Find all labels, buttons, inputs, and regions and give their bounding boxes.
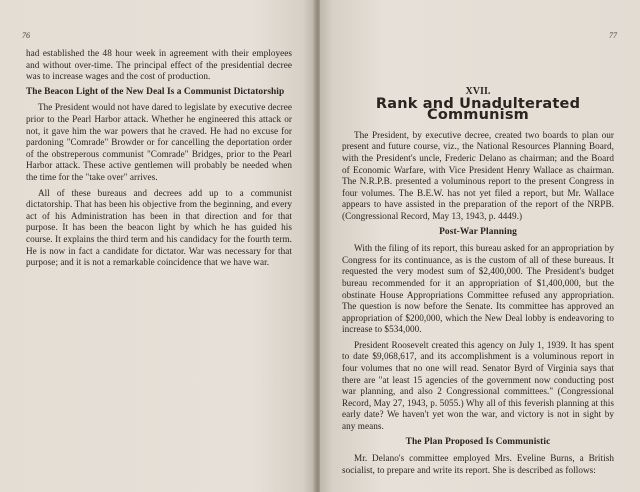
right-section2-paragraph: Mr. Delano's committee employed Mrs. Eveline Burns, a British socialist, to prepare and write its report. She is described as follows: bbox=[342, 453, 614, 475]
right-page bbox=[320, 0, 640, 492]
post-war-planning-heading: Post-War Planning bbox=[439, 226, 517, 237]
left-opening-paragraph: had established the 48 hour week in agreement with their employees and without over-time. The principal effect of the presidential decree was to increase wages and the cost of production. bbox=[26, 48, 292, 82]
right-section1-paragraph-1: With the filing of its report, this bureau asked for an appropriation by Congress for its continuance, as is the custom of all of these bureaus. It requested the very modest sum of $2,400,000. The President's budget bureau recommended for it an appropriation of $1,400,000, but the obstinate House Appropriations Committee refused any appropriation. The question is now before the Senate. Its committee has approved an appropriation of $200,000, which the New Deal lobby is endeavoring to increase to $534,000. bbox=[342, 243, 614, 335]
right-section1-paragraph-2: President Roosevelt created this agency on July 1, 1939. It has spent to date $9,068,617, and its accomplishment is a voluminous report in four volumes that no one will read. Senator Byrd of Virginia says that there are "at least 15 agencies of the government now conducting post war planning, and also 2 Congressional committees." (Congressional Record, May 27, 1943, p. 5055.) Why all of this feverish planning at this early date? We haven't yet won the war, and victory is not in sight by any means. bbox=[342, 339, 614, 432]
plan-communistic-heading: The Plan Proposed Is Communistic bbox=[405, 436, 551, 447]
right-page-body bbox=[342, 86, 614, 480]
right-intro-paragraph: The President, by executive decree, created two boards to plan our present and future course, viz., the National Resources Planning Board, with the President's uncle, Frederic Delano as chairman; and the Board of Economic Warfare, with Vice President Henry Wallace as chairman. The N.R.P.B. presented a voluminous report to the present Congress in four volumes. The B.E.W. has not yet filed a report, but Mr. Wallace appears to have assisted in the preparation of the report of the NRPB. (Congressional Record, May 13, 1943, p. 4449.) bbox=[342, 129, 614, 221]
left-page-body bbox=[26, 48, 292, 273]
chapter-number: XVII. bbox=[465, 86, 491, 97]
left-paragraph-2: All of these bureaus and decrees add up to a communist dictatorship. That has been his objective from the beginning, and every act of his Administration has been in that direction and for that purpose. It has been the beacon light by which he has guided his course. It explains the third term and his candidacy for the fourth term. He is now in fact a candidate for dictator. War was necessary for that purpose; and it is not a remarkable coincidence that we have war. bbox=[26, 187, 292, 268]
left-section-heading: The Beacon Light of the New Deal Is a Communist Dictatorship bbox=[26, 86, 285, 97]
left-paragraph-1: The President would not have dared to legislate by executive decree prior to the Pearl Harbor attack. Whether he engineered this attack or not, it gave him the war powers that he craved. He had no excuse for pardoning "Comrade" Browder or for cancelling the deportation order of the obstreperous communist "Comrade" Bridges, prior to the Pearl Harbor attack. These active gentlemen will probably be needed when the time for the "take over" arrives. bbox=[26, 102, 292, 182]
left-page bbox=[0, 0, 315, 492]
chapter-title: Rank and Unadulterated Communism bbox=[375, 95, 581, 124]
left-page-number: 76 bbox=[22, 31, 30, 40]
right-page-number: 77 bbox=[609, 31, 617, 40]
